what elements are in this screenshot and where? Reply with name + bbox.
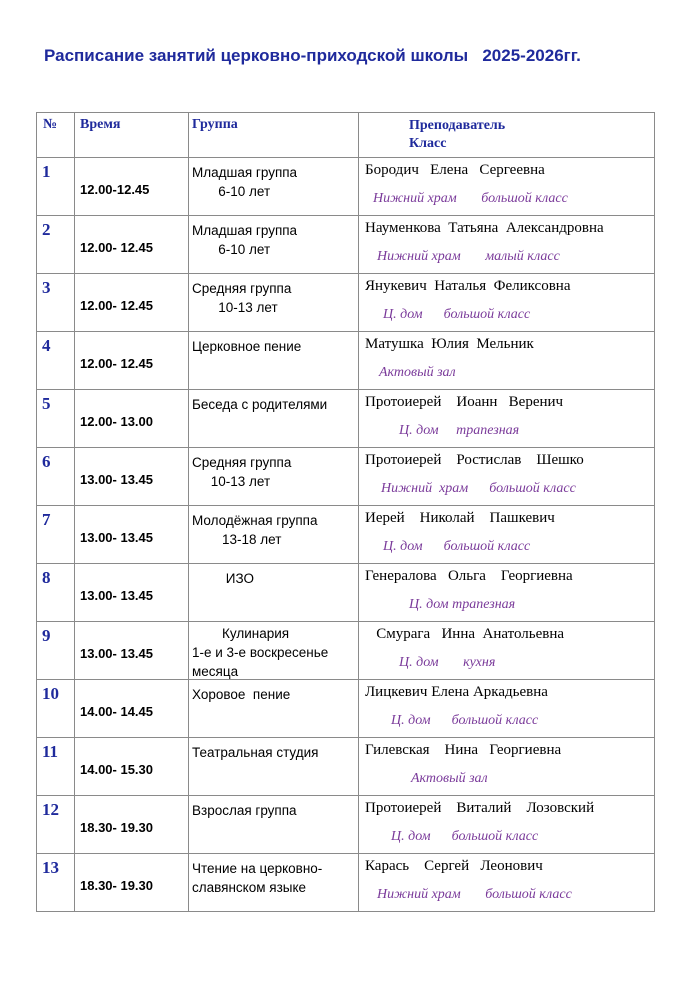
teacher-cell — [359, 622, 655, 680]
row-room: Нижний храм большой класс — [373, 191, 568, 206]
group-line: Театральная студия — [192, 745, 319, 760]
table-header-row — [37, 113, 655, 158]
row-teacher: Лицкевич Елена Аркадьевна — [365, 684, 548, 700]
teacher-cell — [359, 738, 655, 796]
group-line: Хоровое пение — [192, 687, 291, 702]
row-time: 14.00- 15.30 — [80, 762, 154, 777]
group-cell — [189, 680, 359, 738]
group-cell — [189, 622, 359, 680]
table-row — [37, 680, 655, 738]
row-group — [192, 337, 356, 356]
row-group — [192, 453, 356, 491]
teacher-cell — [359, 158, 655, 216]
row-teacher: Иерей Николай Пашкевич — [365, 510, 555, 526]
row-time: 12.00- 12.45 — [80, 356, 154, 371]
row-time: 12.00- 12.45 — [80, 298, 154, 313]
num-cell — [37, 448, 75, 506]
row-time: 13.00- 13.45 — [80, 646, 154, 661]
table-row — [37, 506, 655, 564]
row-teacher: Протоиерей Виталий Лозовский — [365, 800, 595, 816]
num-cell — [37, 216, 75, 274]
row-room: Ц. дом большой класс — [383, 539, 531, 554]
teacher-cell — [359, 854, 655, 912]
teacher-cell — [359, 564, 655, 622]
group-line: славянском языке — [192, 880, 307, 895]
teacher-cell — [359, 680, 655, 738]
row-number: 8 — [42, 568, 51, 587]
time-cell — [75, 390, 189, 448]
group-line: Беседа с родителями — [192, 397, 328, 412]
group-cell — [189, 854, 359, 912]
row-room: Ц. дом большой класс — [383, 307, 531, 322]
row-room: Нижний храм большой класс — [381, 481, 576, 496]
time-cell — [75, 158, 189, 216]
group-line: 13-18 лет — [192, 532, 282, 547]
header-teacher-cell — [359, 113, 655, 158]
row-time: 12.00- 12.45 — [80, 240, 154, 255]
row-group — [192, 569, 356, 588]
num-cell — [37, 564, 75, 622]
row-teacher: Генералова Ольга Георгиевна — [365, 568, 573, 584]
table-row — [37, 854, 655, 912]
table-row — [37, 448, 655, 506]
group-line: 1-е и 3-е воскресенье — [192, 645, 329, 660]
row-number: 13 — [42, 858, 59, 877]
time-cell — [75, 564, 189, 622]
row-teacher: Протоиерей Ростислав Шешко — [365, 452, 584, 468]
group-cell — [189, 506, 359, 564]
num-cell — [37, 158, 75, 216]
row-number: 2 — [42, 220, 51, 239]
teacher-cell — [359, 216, 655, 274]
group-cell — [189, 796, 359, 854]
row-group — [192, 743, 356, 762]
group-line: 10-13 лет — [192, 300, 278, 315]
row-group — [192, 163, 356, 201]
group-cell — [189, 738, 359, 796]
row-room: Нижний храм большой класс — [377, 887, 572, 902]
time-cell — [75, 216, 189, 274]
row-group — [192, 859, 356, 897]
row-time: 13.00- 13.45 — [80, 472, 154, 487]
time-cell — [75, 506, 189, 564]
row-time: 12.00- 13.00 — [80, 414, 154, 429]
table-row — [37, 332, 655, 390]
time-cell — [75, 332, 189, 390]
row-room: Актовый зал — [379, 365, 456, 380]
row-number: 12 — [42, 800, 59, 819]
row-room: Ц. дом трапезная — [409, 597, 516, 612]
table-row — [37, 564, 655, 622]
header-time: Время — [80, 117, 121, 132]
row-teacher: Смурага Инна Анатольевна — [365, 626, 565, 642]
table-row — [37, 216, 655, 274]
row-number: 9 — [42, 626, 51, 645]
group-line: Чтение на церковно- — [192, 861, 323, 876]
row-group — [192, 395, 356, 414]
table-row — [37, 158, 655, 216]
group-cell — [189, 448, 359, 506]
group-cell — [189, 274, 359, 332]
num-cell — [37, 274, 75, 332]
row-group — [192, 801, 356, 820]
row-teacher: Матушка Юлия Мельник — [365, 336, 534, 352]
row-teacher: Науменкова Татьяна Александровна — [365, 220, 604, 236]
group-line: Младшая группа — [192, 223, 298, 238]
row-number: 11 — [42, 742, 59, 761]
row-number: 10 — [42, 684, 59, 703]
group-cell — [189, 390, 359, 448]
table-row — [37, 796, 655, 854]
row-teacher: Карась Сергей Леонович — [365, 858, 543, 874]
row-time: 13.00- 13.45 — [80, 588, 154, 603]
group-line: 10-13 лет — [192, 474, 271, 489]
time-cell — [75, 274, 189, 332]
row-teacher: Бородич Елена Сергеевна — [365, 162, 545, 178]
row-time: 18.30- 19.30 — [80, 820, 154, 835]
teacher-cell — [359, 506, 655, 564]
group-cell — [189, 216, 359, 274]
header-group-cell — [189, 113, 359, 158]
header-num: № — [43, 117, 58, 132]
table-row — [37, 738, 655, 796]
schedule-table — [36, 112, 655, 912]
row-number: 1 — [42, 162, 51, 181]
num-cell — [37, 680, 75, 738]
num-cell — [37, 796, 75, 854]
num-cell — [37, 622, 75, 680]
group-line: ИЗО — [192, 571, 254, 586]
teacher-cell — [359, 274, 655, 332]
time-cell — [75, 448, 189, 506]
row-room: Нижний храм малый класс — [377, 249, 560, 264]
teacher-cell — [359, 332, 655, 390]
row-room: Ц. дом кухня — [399, 655, 496, 670]
row-number: 6 — [42, 452, 51, 471]
row-number: 5 — [42, 394, 51, 413]
header-time-cell — [75, 113, 189, 158]
group-line: Церковное пение — [192, 339, 302, 354]
group-cell — [189, 564, 359, 622]
group-line: Кулинария — [192, 626, 290, 641]
header-room: Класс — [409, 136, 447, 151]
time-cell — [75, 796, 189, 854]
row-time: 13.00- 13.45 — [80, 530, 154, 545]
header-group: Группа — [192, 117, 238, 132]
teacher-cell — [359, 390, 655, 448]
row-time: 12.00-12.45 — [80, 182, 150, 197]
num-cell — [37, 332, 75, 390]
time-cell — [75, 738, 189, 796]
row-room: Ц. дом трапезная — [399, 423, 520, 438]
group-line: 6-10 лет — [192, 184, 271, 199]
row-group — [192, 624, 356, 681]
header-num-cell — [37, 113, 75, 158]
row-room: Ц. дом большой класс — [391, 713, 539, 728]
row-group — [192, 279, 356, 317]
row-group — [192, 685, 356, 704]
row-group — [192, 511, 356, 549]
group-line: Младшая группа — [192, 165, 298, 180]
table-row — [37, 390, 655, 448]
row-time: 14.00- 14.45 — [80, 704, 154, 719]
time-cell — [75, 680, 189, 738]
group-cell — [189, 158, 359, 216]
group-line: Взрослая группа — [192, 803, 297, 818]
table-row — [37, 274, 655, 332]
table-row — [37, 622, 655, 680]
group-line: Средняя группа — [192, 281, 292, 296]
time-cell — [75, 854, 189, 912]
group-line: месяца — [192, 664, 239, 679]
group-line: Средняя группа — [192, 455, 292, 470]
row-room: Ц. дом большой класс — [391, 829, 539, 844]
group-line: 6-10 лет — [192, 242, 271, 257]
num-cell — [37, 738, 75, 796]
row-room: Актовый зал — [411, 771, 488, 786]
num-cell — [37, 854, 75, 912]
group-cell — [189, 332, 359, 390]
num-cell — [37, 506, 75, 564]
row-time: 18.30- 19.30 — [80, 878, 154, 893]
row-number: 7 — [42, 510, 51, 529]
teacher-cell — [359, 448, 655, 506]
row-teacher: Протоиерей Иоанн Веренич — [365, 394, 564, 410]
time-cell — [75, 622, 189, 680]
row-teacher: Янукевич Наталья Феликсовна — [365, 278, 571, 294]
teacher-cell — [359, 796, 655, 854]
page-title: Расписание занятий церковно-приходской школы 2025-2026гг. — [44, 46, 581, 65]
header-teacher: Преподаватель — [409, 118, 506, 133]
num-cell — [37, 390, 75, 448]
row-number: 3 — [42, 278, 51, 297]
row-group — [192, 221, 356, 259]
group-line: Молодёжная группа — [192, 513, 318, 528]
row-teacher: Гилевская Нина Георгиевна — [365, 742, 562, 758]
row-number: 4 — [42, 336, 51, 355]
